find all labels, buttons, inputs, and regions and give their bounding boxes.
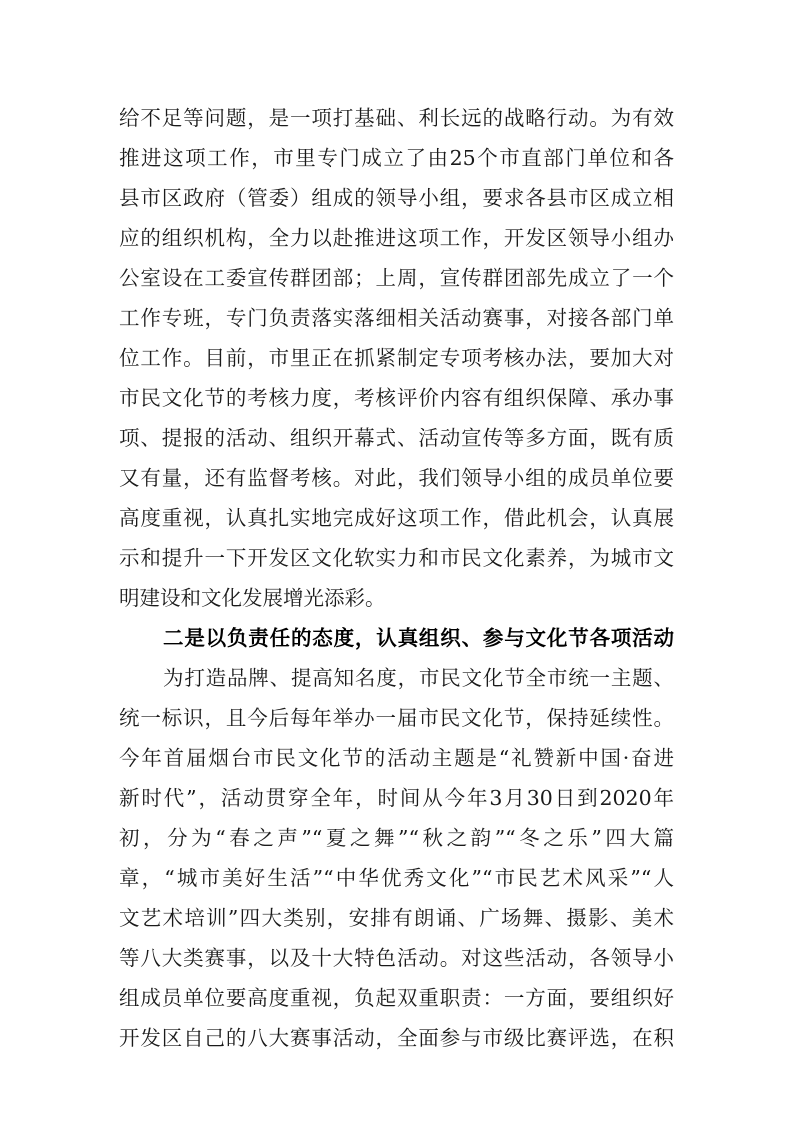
text-line: 推进这项工作，市里专门成立了由25个市直部门单位和各	[119, 146, 674, 170]
text-line: 明建设和文化发展增光添彩。	[119, 586, 386, 610]
text-line: 统一标识，且今后每年举办一届市民文化节，保持延续性。	[119, 706, 674, 730]
document-page	[119, 98, 674, 1058]
text-line: 项、提报的活动、组织开幕式、活动宣传等多方面，既有质	[119, 426, 674, 450]
text-line: 为打造品牌、提高知名度，市民文化节全市统一主题、	[163, 666, 674, 690]
text-line: 等八大类赛事，以及十大特色活动。对这些活动，各领导小	[119, 946, 674, 970]
text-line: 市民文化节的考核力度，考核评价内容有组织保障、承办事	[119, 386, 674, 410]
text-line: 又有量，还有监督考核。对此，我们领导小组的成员单位要	[119, 466, 674, 490]
text-line: 今年首届烟台市民文化节的活动主题是“礼赞新中国·奋进	[119, 746, 674, 770]
text-line: 初，分为“春之声”“夏之舞”“秋之韵”“冬之乐”四大篇	[119, 826, 674, 850]
text-line: 应的组织机构，全力以赴推进这项工作，开发区领导小组办	[119, 226, 674, 250]
text-line: 章，“城市美好生活”“中华优秀文化”“市民艺术风采”“人	[119, 866, 674, 890]
section-heading: 二是以负责任的态度，认真组织、参与文化节各项活动	[163, 626, 674, 650]
text-line: 开发区自己的八大赛事活动，全面参与市级比赛评选，在积	[119, 1026, 674, 1050]
text-line: 工作专班，专门负责落实落细相关活动赛事，对接各部门单	[119, 306, 674, 330]
text-line: 县市区政府（管委）组成的领导小组，要求各县市区成立相	[119, 186, 674, 210]
text-line: 高度重视，认真扎实地完成好这项工作，借此机会，认真展	[119, 506, 674, 530]
text-line: 文艺术培训”四大类别，安排有朗诵、广场舞、摄影、美术	[119, 906, 674, 930]
text-line: 新时代”，活动贯穿全年，时间从今年3月30日到2020年	[119, 786, 674, 810]
text-line: 组成员单位要高度重视，负起双重职责：一方面，要组织好	[119, 986, 674, 1010]
text-line: 位工作。目前，市里正在抓紧制定专项考核办法，要加大对	[119, 346, 674, 370]
text-line: 公室设在工委宣传群团部；上周，宣传群团部先成立了一个	[119, 266, 674, 290]
text-line: 示和提升一下开发区文化软实力和市民文化素养，为城市文	[119, 546, 674, 570]
paragraph-1	[119, 98, 674, 618]
paragraph-2	[119, 658, 674, 1058]
text-line: 给不足等问题，是一项打基础、利长远的战略行动。为有效	[119, 106, 674, 130]
